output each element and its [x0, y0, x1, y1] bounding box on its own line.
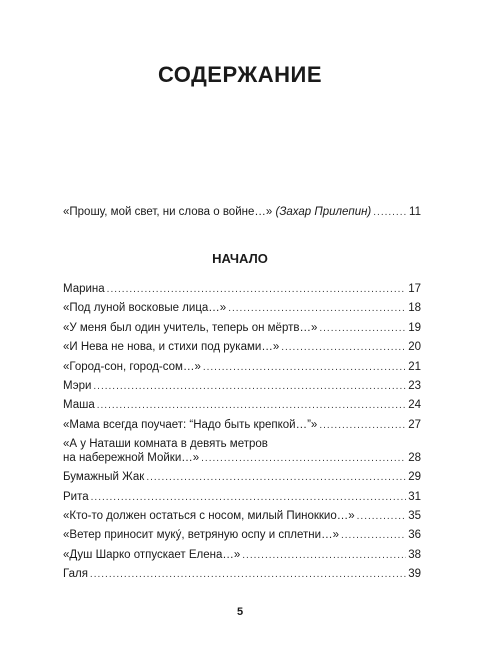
toc-entry [63, 282, 421, 301]
toc-page-number: 29 [408, 471, 421, 484]
toc-page-number: 21 [408, 360, 421, 373]
toc-leader-dots [357, 510, 407, 524]
toc-entry [63, 321, 421, 340]
toc-leader-dots [319, 419, 406, 433]
toc-entry [63, 360, 421, 379]
toc-entry-title: Маша [63, 399, 95, 412]
toc-leader-dots [90, 568, 406, 582]
toc-intro-entry [63, 205, 421, 220]
toc-entry-title-line1: «А у Наташи комната в девять метров [63, 438, 268, 451]
toc-leader-dots [242, 549, 406, 563]
toc-page-number: 27 [408, 418, 421, 431]
toc-leader-dots [97, 399, 406, 413]
toc-intro-title-wrap [63, 205, 371, 219]
toc-page-number: 38 [408, 548, 421, 561]
toc-page-number: 19 [408, 321, 421, 334]
toc-leader-dots [146, 471, 406, 485]
toc-entry-second-line [63, 451, 421, 466]
toc-leader-dots [107, 283, 407, 297]
toc-entry-title: «Город-сон, город-сом…» [63, 360, 201, 373]
toc-entry [63, 548, 421, 567]
toc-page-number: 39 [408, 568, 421, 581]
toc-leader-dots [319, 322, 406, 336]
toc-page-number: 28 [408, 452, 421, 465]
toc-page-number: 18 [408, 302, 421, 315]
toc-entry-title: «Ветер приносит муку́, ветряную оспу и сплетни…» [63, 529, 339, 542]
toc-entry [63, 490, 421, 509]
toc-page-number: 23 [408, 379, 421, 392]
toc-intro-author: (Захар Прилепин) [275, 206, 372, 218]
toc-leader-dots [93, 380, 406, 394]
toc-page-number: 24 [408, 399, 421, 412]
toc-entry [63, 340, 421, 359]
toc-page-number: 36 [408, 529, 421, 542]
toc-entry-title: «Мама всегда поучает: “Надо быть крепкой…”» [63, 418, 318, 431]
toc-entry [63, 470, 421, 489]
toc-entry-title: «И Нева не нова, и стихи под руками…» [63, 341, 280, 354]
toc-entry [63, 398, 421, 417]
toc-entry [63, 509, 421, 528]
toc-entry-title: «Душ Шарко отпускает Елена…» [63, 548, 241, 561]
toc-leader-dots [228, 302, 406, 316]
toc-entry-multiline [63, 437, 421, 470]
toc-entry [63, 528, 421, 547]
toc-entry-title: Мэри [63, 379, 92, 392]
section-heading: НАЧАЛО [212, 251, 268, 266]
toc-page-number: 35 [408, 509, 421, 522]
toc-leader-dots [91, 491, 407, 505]
toc-page-number: 20 [408, 341, 421, 354]
toc-entry-title: «Кто-то должен остаться с носом, милый Пиноккио…» [63, 509, 355, 522]
toc-entry [63, 567, 421, 586]
page-title: СОДЕРЖАНИЕ [157, 62, 323, 87]
toc-page-number: 11 [409, 206, 421, 218]
toc-entry-title-line2: на набережной Мойки…» [63, 452, 200, 465]
toc-entry [63, 418, 421, 437]
toc-entry-title: Рита [63, 490, 89, 503]
toc-entry-title: Марина [63, 283, 105, 295]
toc-leader-dots [373, 206, 407, 220]
toc-leader-dots [203, 361, 406, 375]
toc-entry-title: «У меня был один учитель, теперь он мёртв…» [63, 321, 318, 334]
toc-page-number: 31 [408, 490, 421, 503]
toc-page-number: 17 [408, 283, 421, 295]
toc-entry-title: Галя [63, 568, 88, 581]
toc-entry-list [63, 282, 421, 586]
toc-entry-title: «Под луной восковые лица…» [63, 302, 227, 315]
toc-entry [63, 301, 421, 320]
toc-intro-title: «Прошу, мой свет, ни слова о войне…» [63, 206, 273, 218]
footer-page-number: 5 [236, 606, 244, 618]
toc-leader-dots [281, 341, 406, 355]
toc-leader-dots [341, 529, 406, 543]
toc-entry [63, 379, 421, 398]
toc-entry-title: Бумажный Жак [63, 471, 145, 484]
toc-leader-dots [201, 452, 406, 466]
